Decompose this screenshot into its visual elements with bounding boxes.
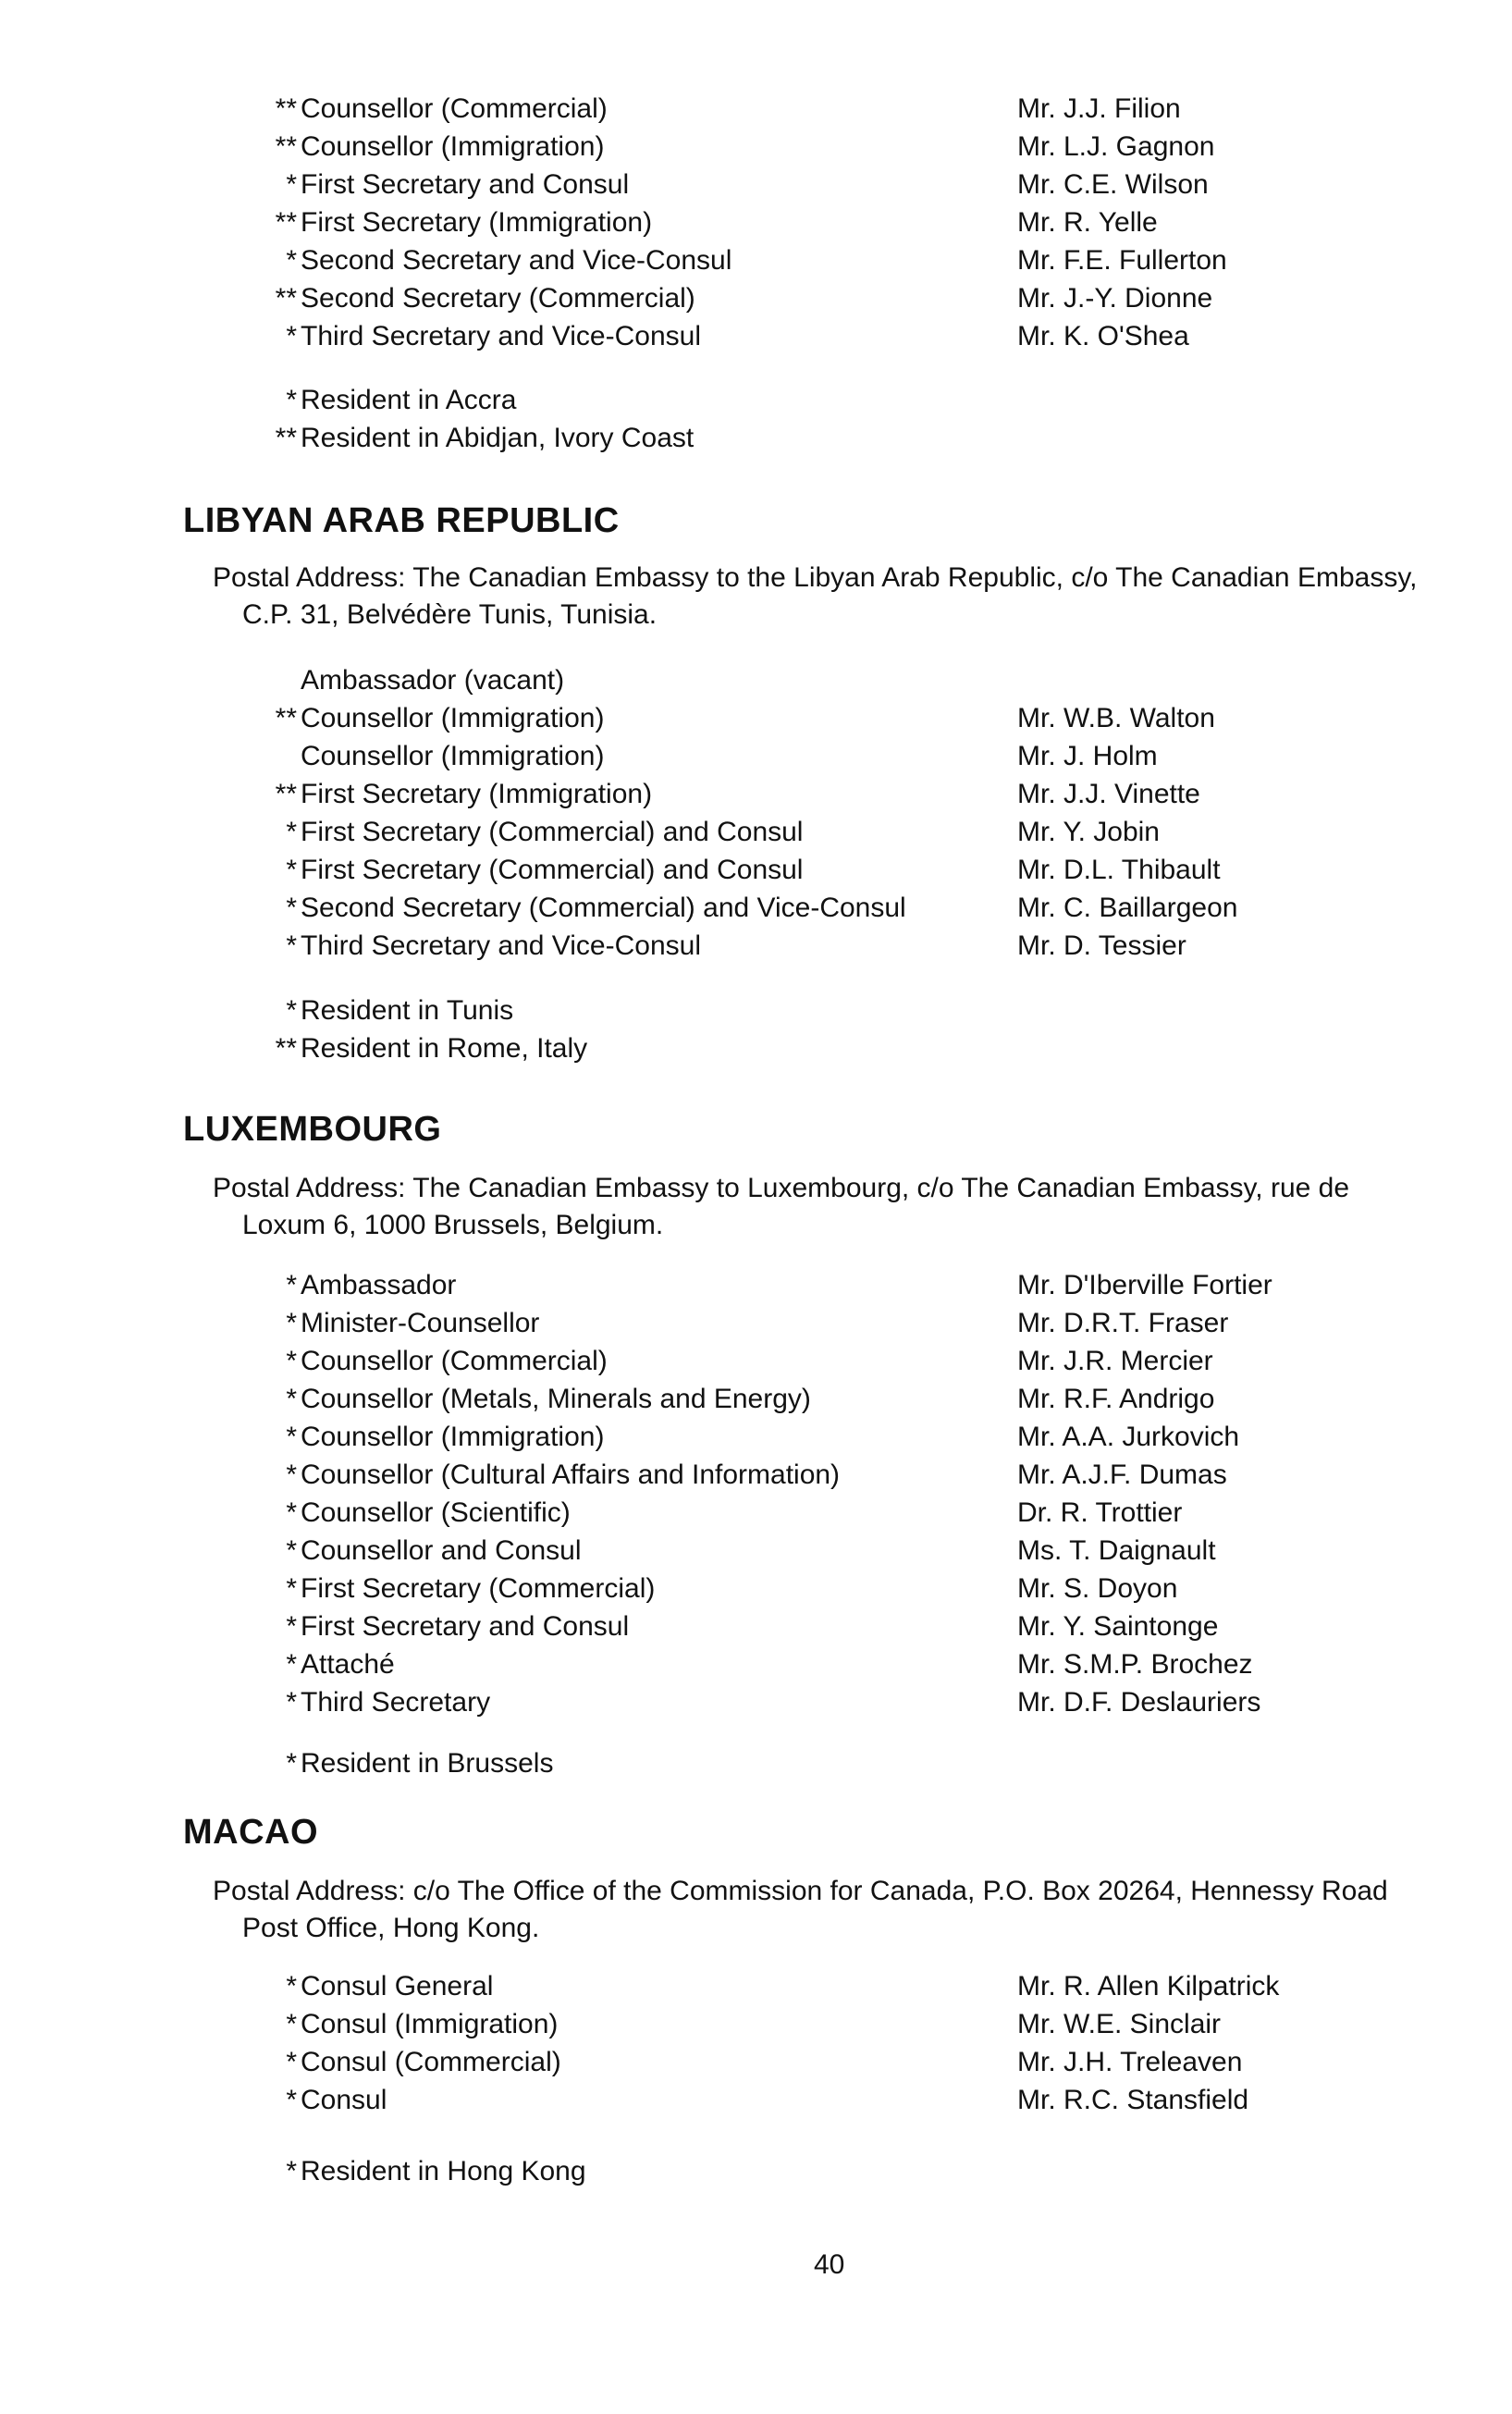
footnote-marker: * [286, 1649, 297, 1680]
staff-row [0, 927, 1512, 965]
position-title: First Secretary (Immigration) [301, 779, 653, 809]
footnote-marker: * [286, 1687, 297, 1718]
footnote-row [0, 1029, 1512, 1067]
libya-address-line-1: Postal Address: The Canadian Embassy to the Libyan Arab Republic, c/o The Canadian Embassy, [213, 562, 1418, 593]
staff-row [0, 1683, 1512, 1721]
officer-name: Mr. R.F. Andrigo [1017, 1384, 1215, 1414]
footnote-marker: * [286, 817, 297, 847]
footnote-marker: * [286, 2047, 297, 2077]
footnote-marker: * [286, 1459, 297, 1490]
luxembourg-address-line-2: Loxum 6, 1000 Brussels, Belgium. [242, 1210, 664, 1240]
officer-name: Mr. R. Yelle [1017, 207, 1158, 238]
staff-row [0, 889, 1512, 927]
footnote-marker: * [286, 1497, 297, 1528]
position-title: First Secretary (Commercial) and Consul [301, 817, 804, 847]
footnote-marker: * [286, 2009, 297, 2039]
staff-row [0, 1494, 1512, 1532]
footnote-marker: * [286, 321, 297, 351]
footnote-marker: ** [275, 423, 297, 453]
staff-row [0, 241, 1512, 279]
officer-name: Mr. R.C. Stansfield [1017, 2085, 1249, 2115]
ghana-notes [0, 381, 1512, 457]
position-title: First Secretary and Consul [301, 1611, 630, 1642]
position-title: Attaché [301, 1649, 395, 1680]
footnote-marker: ** [275, 283, 297, 314]
staff-row [0, 661, 1512, 699]
footnote-text: Resident in Accra [301, 385, 517, 415]
staff-row [0, 1570, 1512, 1607]
libya-notes [0, 991, 1512, 1067]
officer-name: Mr. K. O'Shea [1017, 321, 1189, 351]
officer-name: Mr. A.A. Jurkovich [1017, 1422, 1240, 1452]
staff-row [0, 1342, 1512, 1380]
position-title: Second Secretary and Vice-Consul [301, 245, 732, 276]
position-title: Ambassador [301, 1270, 457, 1300]
footnote-row [0, 381, 1512, 419]
libya-staff-list [0, 661, 1512, 965]
footnote-marker: * [286, 1748, 297, 1779]
footnote-marker: * [286, 2156, 297, 2186]
position-title: Counsellor (Immigration) [301, 703, 605, 733]
staff-row [0, 851, 1512, 889]
footnote-text: Resident in Rome, Italy [301, 1033, 588, 1064]
macao-address-line-2: Post Office, Hong Kong. [242, 1913, 540, 1943]
officer-name: Mr. L.J. Gagnon [1017, 131, 1215, 162]
officer-name: Mr. J.J. Filion [1017, 93, 1181, 124]
position-title: Third Secretary and Vice-Consul [301, 321, 701, 351]
footnote-text: Resident in Hong Kong [301, 2156, 586, 2186]
officer-name: Mr. W.E. Sinclair [1017, 2009, 1222, 2039]
staff-row [0, 699, 1512, 737]
officer-name: Mr. S.M.P. Brochez [1017, 1649, 1253, 1680]
staff-row [0, 1418, 1512, 1456]
footnote-text: Resident in Tunis [301, 995, 514, 1026]
footnote-marker: * [286, 995, 297, 1026]
position-title: Consul (Immigration) [301, 2009, 559, 2039]
officer-name: Mr. J.R. Mercier [1017, 1346, 1213, 1376]
footnote-row [0, 991, 1512, 1029]
section-heading-luxembourg: LUXEMBOURG [183, 1110, 442, 1149]
footnote-marker: * [286, 893, 297, 923]
officer-name: Mr. D.L. Thibault [1017, 855, 1221, 885]
footnote-marker: ** [275, 131, 297, 162]
footnote-marker: ** [275, 207, 297, 238]
footnote-marker: * [286, 1308, 297, 1338]
footnote-marker: * [286, 1346, 297, 1376]
footnote-marker: * [286, 930, 297, 961]
staff-row [0, 1645, 1512, 1683]
position-title: Counsellor (Immigration) [301, 741, 605, 771]
staff-row [0, 813, 1512, 851]
position-title: First Secretary and Consul [301, 169, 630, 200]
staff-row [0, 1967, 1512, 2005]
position-title: Consul [301, 2085, 387, 2115]
officer-name: Mr. S. Doyon [1017, 1573, 1178, 1604]
staff-row [0, 2043, 1512, 2081]
staff-row [0, 2005, 1512, 2043]
position-title: Third Secretary [301, 1687, 491, 1718]
footnote-marker: * [286, 2085, 297, 2115]
footnote-marker: * [286, 385, 297, 415]
officer-name: Mr. Y. Saintonge [1017, 1611, 1219, 1642]
footnote-marker: * [286, 1611, 297, 1642]
luxembourg-staff-list [0, 1266, 1512, 1721]
footnote-marker: ** [275, 1033, 297, 1064]
staff-row [0, 1532, 1512, 1570]
page-number: 40 [814, 2249, 845, 2280]
footnote-marker: * [286, 245, 297, 276]
footnote-row [0, 419, 1512, 457]
staff-row [0, 775, 1512, 813]
footnote-marker: * [286, 1971, 297, 2001]
footnote-text: Resident in Brussels [301, 1748, 554, 1779]
staff-row [0, 1456, 1512, 1494]
staff-row [0, 317, 1512, 355]
officer-name: Mr. J. Holm [1017, 741, 1158, 771]
officer-name: Dr. R. Trottier [1017, 1497, 1183, 1528]
position-title: Counsellor (Immigration) [301, 1422, 605, 1452]
position-title: Third Secretary and Vice-Consul [301, 930, 701, 961]
position-title: Second Secretary (Commercial) and Vice-Consul [301, 893, 906, 923]
libya-address-line-2: C.P. 31, Belvédère Tunis, Tunisia. [242, 599, 658, 630]
officer-name: Mr. A.J.F. Dumas [1017, 1459, 1227, 1490]
officer-name: Mr. Y. Jobin [1017, 817, 1160, 847]
footnote-marker: * [286, 1573, 297, 1604]
position-title: Minister-Counsellor [301, 1308, 540, 1338]
position-title: Counsellor (Commercial) [301, 93, 608, 124]
position-title: Ambassador (vacant) [301, 665, 565, 696]
footnote-marker: * [286, 169, 297, 200]
officer-name: Mr. R. Allen Kilpatrick [1017, 1971, 1280, 2001]
position-title: Counsellor (Immigration) [301, 131, 605, 162]
position-title: Counsellor (Scientific) [301, 1497, 571, 1528]
section-heading-macao: MACAO [183, 1813, 319, 1852]
footnote-marker: * [286, 855, 297, 885]
footnote-text: Resident in Abidjan, Ivory Coast [301, 423, 695, 453]
position-title: First Secretary (Commercial) [301, 1573, 656, 1604]
staff-row [0, 279, 1512, 317]
staff-row [0, 203, 1512, 241]
luxembourg-address-line-1: Postal Address: The Canadian Embassy to Luxembourg, c/o The Canadian Embassy, rue de [213, 1173, 1350, 1203]
macao-address-line-1: Postal Address: c/o The Office of the Commission for Canada, P.O. Box 20264, Hennessy Road [213, 1876, 1388, 1906]
footnote-marker: ** [275, 93, 297, 124]
officer-name: Mr. F.E. Fullerton [1017, 245, 1227, 276]
footnote-row [0, 2152, 1512, 2190]
officer-name: Mr. D.R.T. Fraser [1017, 1308, 1229, 1338]
section-heading-libya: LIBYAN ARAB REPUBLIC [183, 501, 620, 540]
staff-row [0, 128, 1512, 166]
staff-row [0, 2081, 1512, 2119]
staff-row [0, 90, 1512, 128]
macao-postal-address [213, 1873, 1489, 1947]
footnote-marker: * [286, 1384, 297, 1414]
staff-row [0, 737, 1512, 775]
footnote-row [0, 1744, 1512, 1782]
position-title: Counsellor (Metals, Minerals and Energy) [301, 1384, 811, 1414]
officer-name: Mr. D.F. Deslauriers [1017, 1687, 1261, 1718]
position-title: Counsellor (Cultural Affairs and Information) [301, 1459, 841, 1490]
position-title: Second Secretary (Commercial) [301, 283, 695, 314]
staff-row [0, 1380, 1512, 1418]
officer-name: Mr. C. Baillargeon [1017, 893, 1238, 923]
footnote-marker: * [286, 1270, 297, 1300]
staff-row [0, 166, 1512, 203]
officer-name: Mr. W.B. Walton [1017, 703, 1215, 733]
officer-name: Mr. D. Tessier [1017, 930, 1186, 961]
staff-row [0, 1607, 1512, 1645]
ghana-staff-list [0, 90, 1512, 355]
macao-notes [0, 2152, 1512, 2190]
luxembourg-postal-address [213, 1170, 1489, 1244]
libya-postal-address [213, 560, 1489, 634]
officer-name: Mr. J.J. Vinette [1017, 779, 1200, 809]
macao-staff-list [0, 1967, 1512, 2119]
position-title: Consul (Commercial) [301, 2047, 561, 2077]
officer-name: Mr. C.E. Wilson [1017, 169, 1209, 200]
footnote-marker: * [286, 1535, 297, 1566]
footnote-marker: ** [275, 779, 297, 809]
position-title: Consul General [301, 1971, 494, 2001]
staff-row [0, 1304, 1512, 1342]
position-title: First Secretary (Immigration) [301, 207, 653, 238]
position-title: Counsellor and Consul [301, 1535, 582, 1566]
footnote-marker: * [286, 1422, 297, 1452]
position-title: First Secretary (Commercial) and Consul [301, 855, 804, 885]
footnote-marker: ** [275, 703, 297, 733]
officer-name: Mr. J.-Y. Dionne [1017, 283, 1213, 314]
position-title: Counsellor (Commercial) [301, 1346, 608, 1376]
staff-row [0, 1266, 1512, 1304]
officer-name: Ms. T. Daignault [1017, 1535, 1216, 1566]
luxembourg-notes [0, 1744, 1512, 1782]
officer-name: Mr. D'Iberville Fortier [1017, 1270, 1272, 1300]
officer-name: Mr. J.H. Treleaven [1017, 2047, 1243, 2077]
